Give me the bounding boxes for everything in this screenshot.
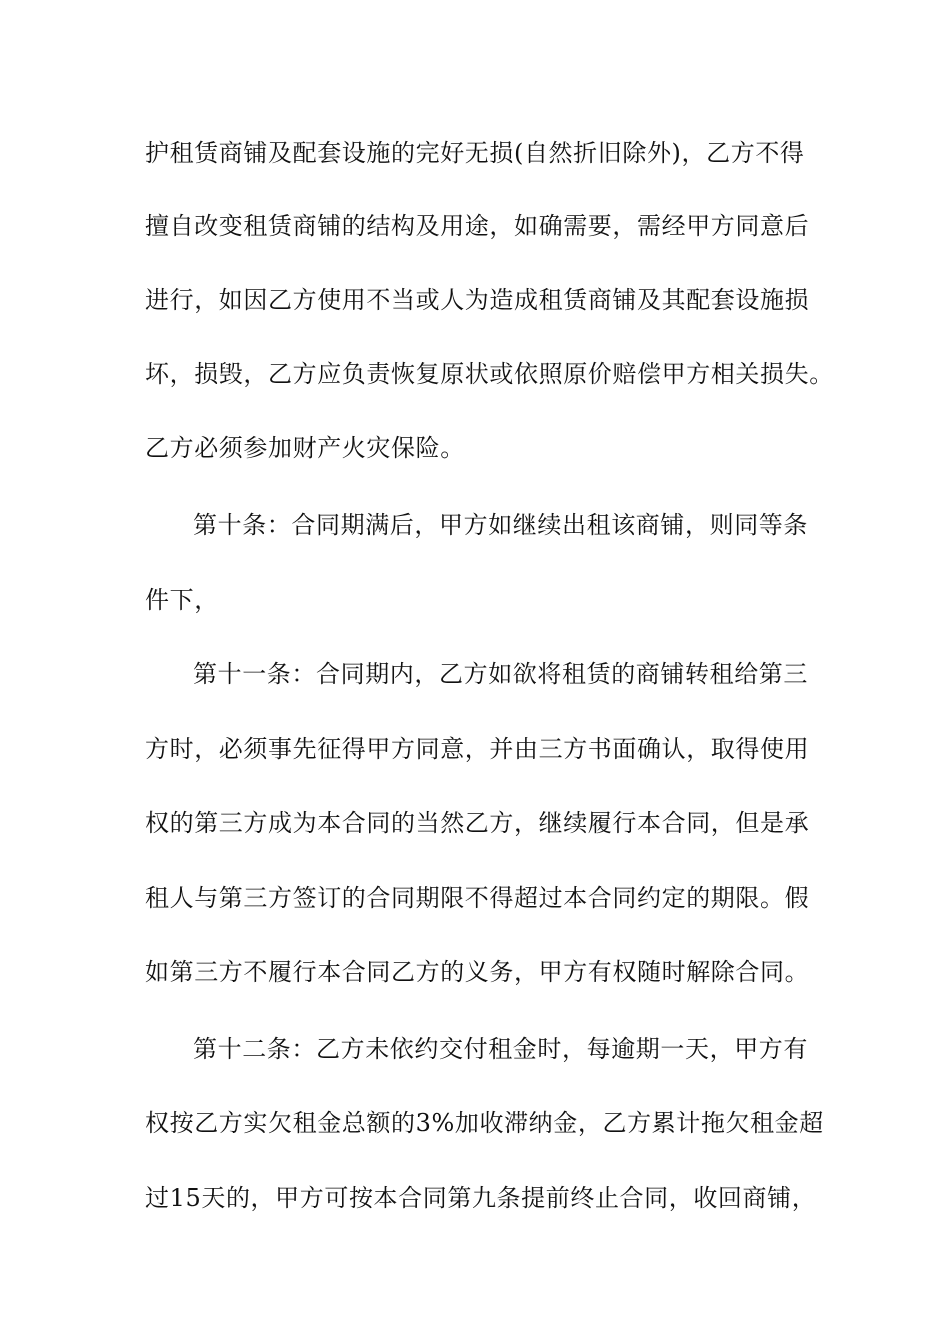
article-12-start: 第十二条：乙方未依约交付租金时，每逾期一天，甲方有 <box>193 1035 808 1063</box>
text-line: 租人与第三方签订的合同期限不得超过本合同约定的期限。假 <box>145 884 810 912</box>
text-line: 权的第三方成为本合同的当然乙方，继续履行本合同，但是承 <box>145 809 810 837</box>
text-line: 乙方必须参加财产火灾保险。 <box>145 434 465 462</box>
text-line: 方时，必须事先征得甲方同意，并由三方书面确认，取得使用 <box>145 735 810 763</box>
text-line: 如第三方不履行本合同乙方的义务，甲方有权随时解除合同。 <box>145 958 810 986</box>
article-11-start: 第十一条：合同期内，乙方如欲将租赁的商铺转租给第三 <box>193 660 808 688</box>
text-line: 件下， <box>145 586 219 614</box>
text-line: 过15天的，甲方可按本合同第九条提前终止合同，收回商铺， <box>145 1184 817 1212</box>
text-line: 进行，如因乙方使用不当或人为造成租赁商铺及其配套设施损 <box>145 286 810 314</box>
text-line: 护租赁商铺及配套设施的完好无损(自然折旧除外)，乙方不得 <box>145 139 805 167</box>
text-line: 权按乙方实欠租金总额的3%加收滞纳金，乙方累计拖欠租金超 <box>145 1109 824 1137</box>
text-line: 擅自改变租赁商铺的结构及用途，如确需要，需经甲方同意后 <box>145 212 810 240</box>
text-line: 坏，损毁，乙方应负责恢复原状或依照原价赔偿甲方相关损失。 <box>145 360 834 388</box>
article-10-start: 第十条：合同期满后，甲方如继续出租该商铺，则同等条 <box>193 511 808 539</box>
